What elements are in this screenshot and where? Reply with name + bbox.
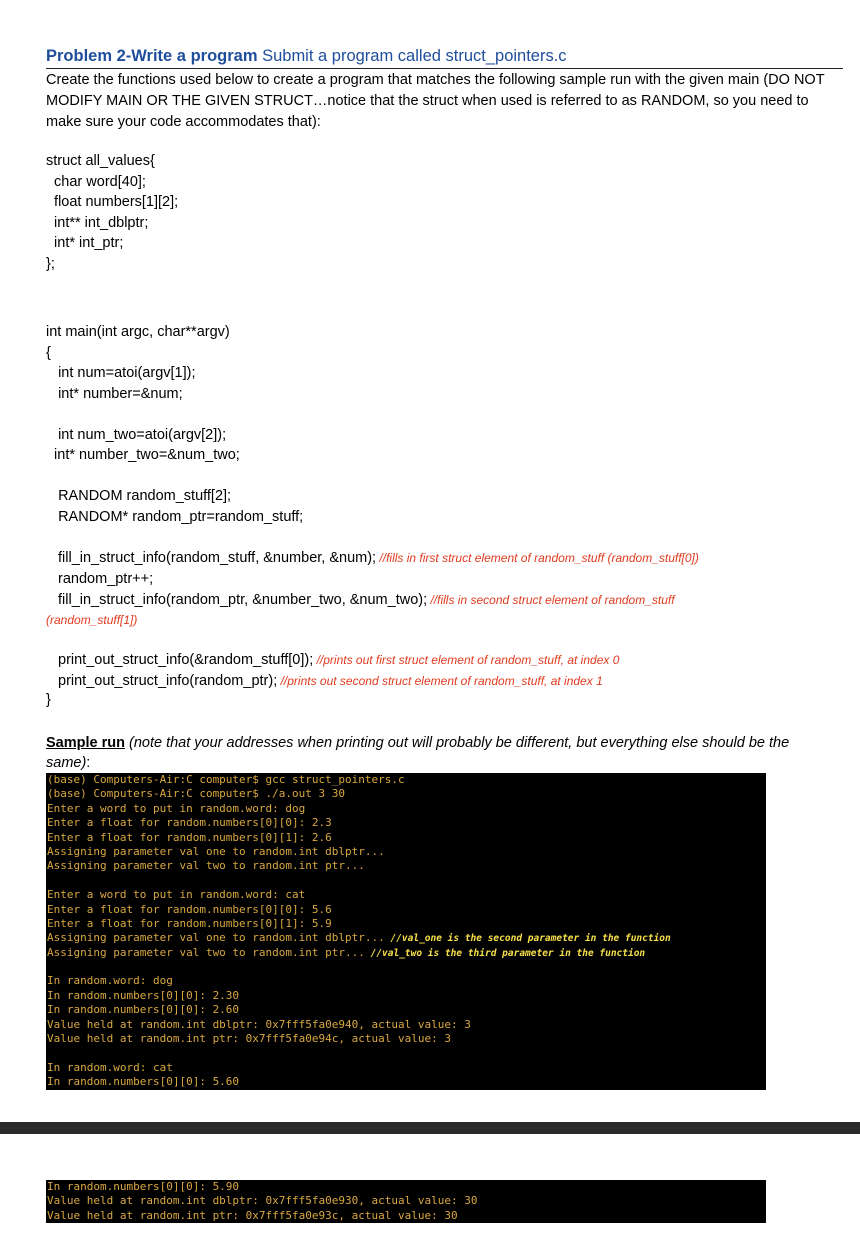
terminal-line: In random.numbers[0][0]: 2.30 bbox=[47, 988, 240, 1002]
terminal-line: Enter a word to put in random.word: cat bbox=[47, 888, 306, 902]
terminal-line: In random.word: dog bbox=[47, 974, 173, 988]
code-line: int num=atoi(argv[1]); bbox=[46, 365, 196, 381]
fill-call-2: fill_in_struct_info(random_ptr, &number_two, &num_two); //fills in second struct element of random_stuff bbox=[58, 592, 675, 608]
code-comment: //fills in first struct element of random_stuff (random_stuff[0]) bbox=[376, 551, 699, 565]
print-call-2: print_out_struct_info(random_ptr); //prints out second struct element of random_stuff, at index 1 bbox=[58, 673, 603, 689]
problem-subtitle: Submit a program called struct_pointers.c bbox=[257, 47, 567, 65]
code-line: struct all_values{ bbox=[46, 153, 155, 169]
terminal-line: Enter a float for random.numbers[0][1]: 2.6 bbox=[47, 830, 332, 844]
terminal-line: Assigning parameter val two to random.int ptr... bbox=[47, 859, 365, 873]
terminal-line bbox=[47, 874, 766, 888]
terminal-output-1 bbox=[46, 773, 766, 1090]
code-line: RANDOM* random_ptr=random_stuff; bbox=[46, 508, 304, 525]
code-line: RANDOM random_stuff[2]; bbox=[46, 488, 232, 504]
terminal-line: Assigning parameter val one to random.int dblptr... //val_one is the second parameter in the function bbox=[47, 931, 671, 945]
terminal-line: Assigning parameter val two to random.int ptr... //val_two is the third parameter in the function bbox=[47, 945, 646, 959]
terminal-line: In random.word: cat bbox=[47, 1060, 173, 1074]
main-function-code bbox=[46, 322, 303, 527]
code-comment: //prints out first struct element of random_stuff, at index 0 bbox=[313, 653, 620, 667]
main-closing-brace: } bbox=[46, 692, 51, 708]
code-line: int* number=&num; bbox=[46, 385, 183, 402]
terminal-line: Assigning parameter val one to random.int dblptr... bbox=[47, 844, 385, 858]
fill-call-1: fill_in_struct_info(random_stuff, &number, &num); //fills in first struct element of random_stuff (random_stuff[0]) bbox=[58, 550, 699, 566]
terminal-line bbox=[47, 1046, 766, 1060]
terminal-line: In random.numbers[0][0]: 2.60 bbox=[47, 1003, 240, 1017]
sample-run-label: Sample run (note that your addresses when printing out will probably be different, but everything else should be the same): bbox=[46, 735, 790, 771]
terminal-line: In random.numbers[0][0]: 5.90 bbox=[47, 1180, 240, 1193]
terminal-output-2 bbox=[46, 1180, 766, 1223]
terminal-line: Enter a word to put in random.word: dog bbox=[47, 801, 306, 815]
terminal-line: Enter a float for random.numbers[0][1]: 5.9 bbox=[47, 916, 332, 930]
terminal-line: In random.numbers[0][0]: 5.60 bbox=[47, 1075, 240, 1089]
code-comment: //fills in second struct element of random_stuff bbox=[427, 593, 675, 607]
terminal-line: Enter a float for random.numbers[0][0]: 5.6 bbox=[47, 902, 332, 916]
terminal-line: Value held at random.int dblptr: 0x7fff5fa0e940, actual value: 3 bbox=[47, 1017, 471, 1031]
terminal-comment: //val_one is the second parameter in the function bbox=[384, 933, 671, 945]
code-line: { bbox=[46, 344, 51, 361]
pointer-increment: random_ptr++; bbox=[58, 571, 154, 587]
code-line bbox=[46, 404, 303, 425]
print-call-1: print_out_struct_info(&random_stuff[0]); //prints out first struct element of random_stuff, at index 0 bbox=[58, 652, 620, 668]
code-line: }; bbox=[46, 255, 55, 272]
code-line: float numbers[1][2]; bbox=[46, 194, 179, 210]
code-line bbox=[46, 466, 303, 487]
page-break-bar bbox=[0, 1122, 860, 1134]
code-line: int main(int argc, char**argv) bbox=[46, 324, 230, 340]
terminal-line: Enter a float for random.numbers[0][0]: 2.3 bbox=[47, 816, 332, 830]
problem-heading bbox=[46, 45, 843, 69]
code-comment: //prints out second struct element of random_stuff, at index 1 bbox=[277, 674, 603, 688]
code-line: int** int_dblptr; bbox=[46, 214, 149, 231]
terminal-line: (base) Computers-Air:C computer$ gcc struct_pointers.c bbox=[47, 773, 405, 786]
struct-definition bbox=[46, 151, 178, 274]
fill-call-2-comment-cont: (random_stuff[1]) bbox=[46, 613, 138, 627]
terminal-comment: //val_two is the third parameter in the function bbox=[364, 947, 646, 959]
sample-run-title: Sample run bbox=[46, 735, 125, 751]
code-line: int* number_two=&num_two; bbox=[46, 447, 240, 463]
code-line: int* int_ptr; bbox=[46, 235, 124, 251]
sample-run-note: (note that your addresses when printing out will probably be different, but everything else should be the same) bbox=[46, 735, 790, 771]
terminal-line: Value held at random.int ptr: 0x7fff5fa0e94c, actual value: 3 bbox=[47, 1032, 451, 1046]
code-line: char word[40]; bbox=[46, 173, 146, 190]
problem-title: Problem 2-Write a program bbox=[46, 47, 258, 65]
terminal-line: Value held at random.int ptr: 0x7fff5fa0e93c, actual value: 30 bbox=[47, 1208, 458, 1222]
terminal-line: (base) Computers-Air:C computer$ ./a.out 3 30 bbox=[47, 787, 346, 801]
code-line: int num_two=atoi(argv[2]); bbox=[46, 426, 227, 443]
terminal-line bbox=[47, 960, 766, 974]
problem-instructions: Create the functions used below to create a program that matches the following sample run with the given main (DO NOT MODIFY MAIN OR THE GIVEN STRUCT…notice that the struct when used is referred to as RANDOM, so you need to make sure your code accommodates that): bbox=[46, 72, 825, 130]
terminal-line: Value held at random.int dblptr: 0x7fff5fa0e930, actual value: 30 bbox=[47, 1194, 478, 1208]
